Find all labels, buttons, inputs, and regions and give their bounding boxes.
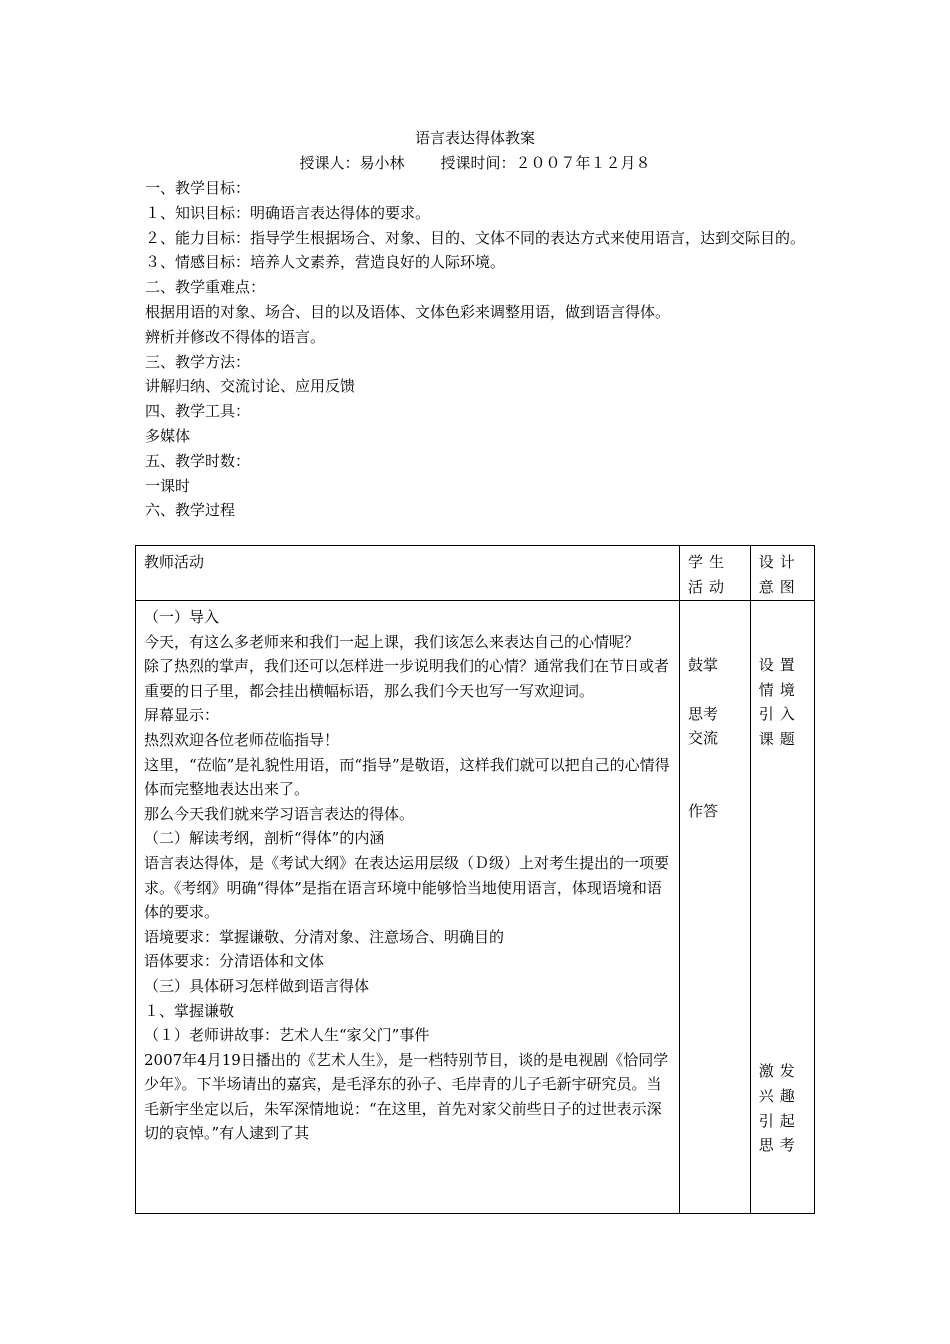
student-item: 思考	[688, 704, 719, 723]
header-teacher-activity: 教师活动	[136, 546, 680, 601]
section-heading-methods: 三、教学方法：	[145, 352, 251, 371]
teacher-label: 授课人：易小林	[299, 154, 405, 172]
teacher-line: 热烈欢迎各位老师莅临指导！	[144, 730, 340, 749]
teacher-line: 除了热烈的掌声，我们还可以怎样进一步说明我们的心情？通常我们在节日或者重要的日子里，都会挂出横幅标语，那么我们今天也写一写欢迎词。	[144, 657, 670, 700]
section-heading-process: 六、教学过程	[145, 501, 236, 520]
teacher-line: 语言表达得体，是《考试大纲》在表达运用层级（Ｄ级）上对考生提出的一项要求。《考纲》明确“得体”是指在语言环境中能够恰当地使用语言，体现语境和语体的要求。	[144, 853, 670, 922]
design-item: 设置情境	[758, 656, 801, 699]
design-intent-cell	[750, 601, 814, 1214]
intro-section	[145, 176, 815, 523]
section-heading-key-points: 二、教学重难点：	[145, 278, 266, 297]
teacher-line: （一）导入	[144, 608, 220, 626]
date-label: 授课时间：２００７年１２月８	[440, 154, 651, 172]
document-title: 语言表达得体教案	[414, 129, 535, 147]
teacher-activity-cell	[136, 601, 680, 1214]
key-point-1: 根据用语的对象、场合、目的以及语体、文体色彩来调整用语，做到语言得体。	[145, 302, 671, 321]
teacher-line: 那么今天我们就来学习语言表达的得体。	[144, 804, 415, 823]
teacher-line: （三）具体研习怎样做到语言得体	[144, 976, 370, 995]
teacher-line: 今天，有这么多老师来和我们一起上课，我们该怎么来表达自己的心情呢？	[144, 632, 640, 651]
teacher-line: 2007年4月19日播出的《艺术人生》，是一档特别节目，谈的是电视剧《恰同学少年》。下半场请出的嘉宾，是毛泽东的孙子、毛岸青的儿子毛新宇研究员。当毛新宇坐定以后，朱军深情地说：“在这里，首先对家父前些日子的过世表示深切的哀悼。”有人逮到了其	[144, 1050, 669, 1143]
section-heading-tools: 四、教学工具：	[145, 402, 251, 421]
student-activity-cell	[680, 601, 751, 1214]
teacher-line: 语境要求：掌握谦敬、分清对象、注意场合、明确目的	[144, 927, 505, 946]
key-point-2: 辨析并修改不得体的语言。	[145, 327, 326, 346]
design-item: 激发兴趣	[758, 1062, 801, 1105]
teacher-line: 语体要求：分清语体和文体	[144, 952, 325, 971]
lesson-process-table	[135, 545, 815, 1214]
methods-text: 讲解归纳、交流讨论、应用反馈	[145, 377, 356, 396]
tools-text: 多媒体	[145, 426, 191, 445]
teacher-line: 这里，“莅临”是礼貌性用语，而“指导”是敬语，这样我们就可以把自己的心情得体而完整地表达出来了。	[144, 755, 670, 799]
header-design-intent: 设计意图	[750, 546, 814, 601]
teacher-line: （１）老师讲故事：艺术人生“家父门”事件	[144, 1026, 430, 1045]
student-item: 鼓掌	[688, 656, 719, 674]
objective-emotion: ３、情感目标：培养人文素养，营造良好的人际环境。	[145, 253, 506, 272]
teacher-line: 屏幕显示：	[144, 706, 220, 725]
section-heading-objectives: 一、教学目标：	[145, 179, 251, 197]
document-byline	[0, 152, 950, 174]
table-row	[136, 601, 815, 1214]
design-item: 引入课题	[758, 705, 801, 748]
table-header-row	[136, 546, 815, 601]
student-item: 作答	[688, 801, 719, 820]
section-heading-hours: 五、教学时数：	[145, 451, 251, 470]
objective-knowledge: １、知识目标：明确语言表达得体的要求。	[145, 203, 431, 222]
teacher-line: １、掌握谦敬	[144, 1001, 235, 1020]
header-student-activity: 学生活动	[680, 546, 751, 601]
teacher-line: （二）解读考纲，剖析“得体”的内涵	[144, 829, 385, 848]
objective-ability: ２、能力目标：指导学生根据场合、对象、目的、文体不同的表达方式来使用语言，达到交际目的。	[145, 228, 806, 247]
student-item: 交流	[688, 729, 719, 748]
design-item: 引起思考	[758, 1111, 801, 1155]
hours-text: 一课时	[145, 476, 191, 495]
